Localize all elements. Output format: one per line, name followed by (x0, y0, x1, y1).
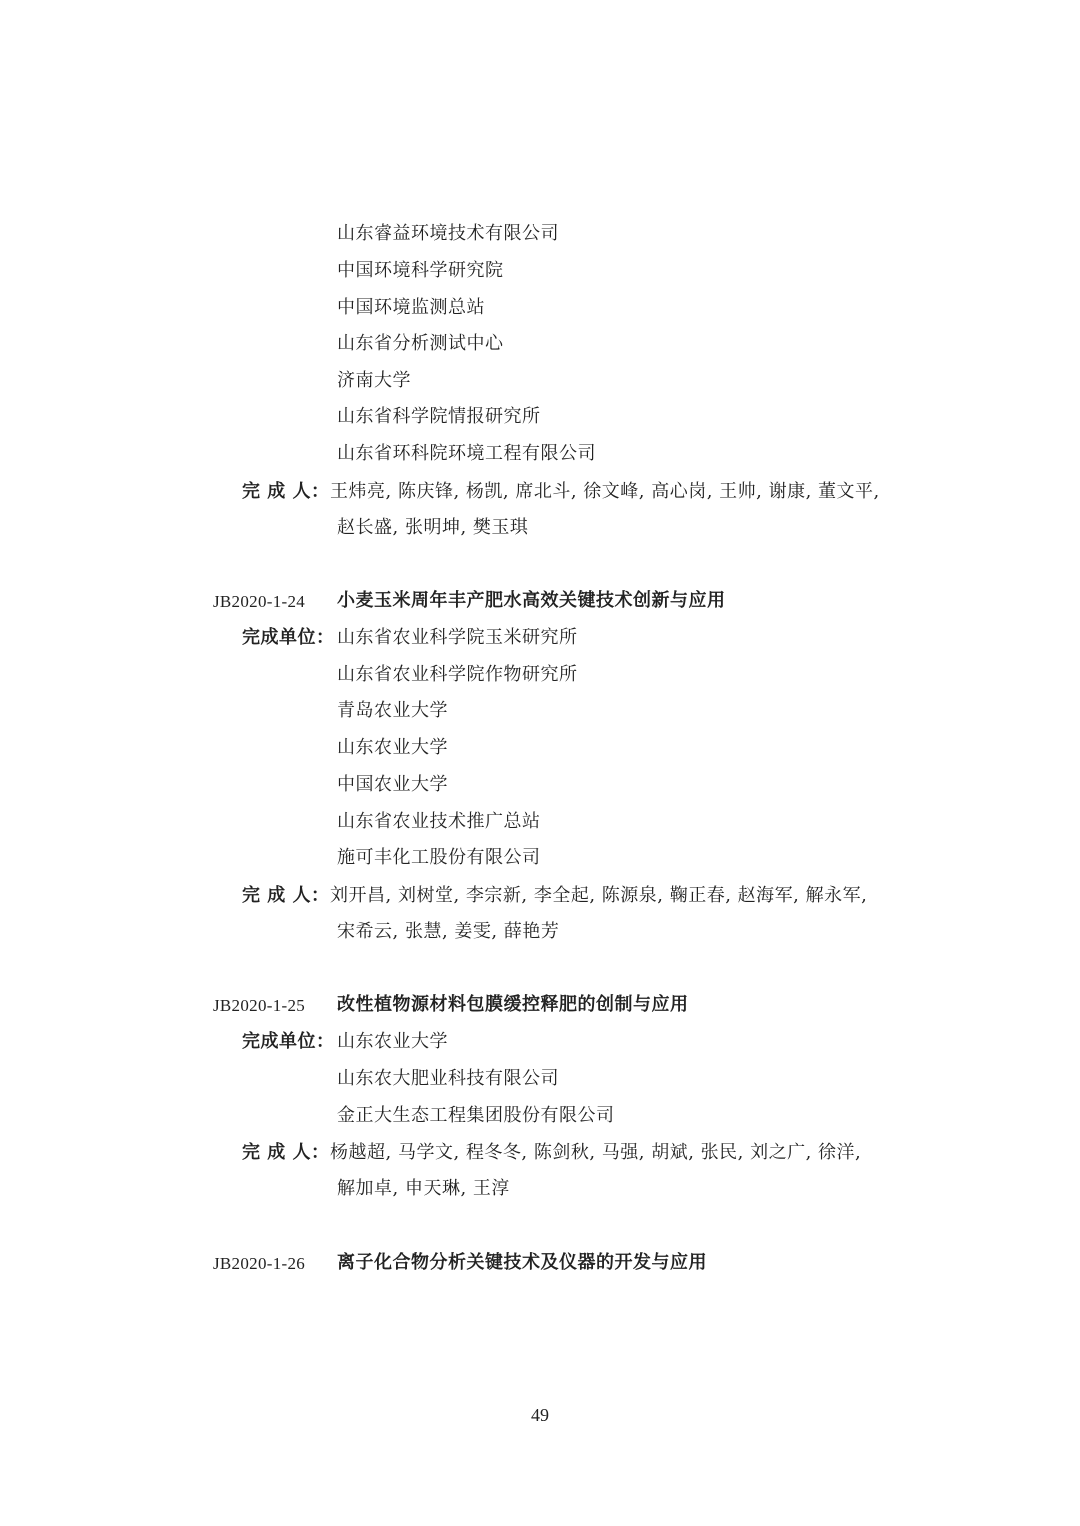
unit-line: 山东睿益环境技术有限公司 (337, 223, 559, 244)
people-label: 完 成 人： (242, 1142, 330, 1163)
unit-line: 金正大生态工程集团股份有限公司 (337, 1105, 615, 1126)
unit-line: 山东省农业技术推广总站 (337, 811, 541, 832)
unit-line: 中国农业大学 (337, 774, 448, 795)
entry-id: JB2020-1-24 (213, 592, 306, 611)
people-list: 王炜亮, 陈庆锋, 杨凯, 席北斗, 徐文峰, 高心岗, 王帅, 谢康, 董文平, (330, 481, 880, 502)
entry-title: 改性植物源材料包膜缓控释肥的创制与应用 (337, 994, 689, 1015)
unit-line: 中国环境监测总站 (337, 297, 485, 318)
page-number: 49 (531, 1405, 549, 1425)
unit-line: 中国环境科学研究院 (337, 260, 504, 281)
units-label: 完成单位： (242, 1031, 335, 1052)
unit-line: 施可丰化工股份有限公司 (337, 847, 541, 868)
unit-line: 山东省科学院情报研究所 (337, 406, 541, 427)
entry-title: 离子化合物分析关键技术及仪器的开发与应用 (337, 1252, 707, 1273)
people-list-continued: 宋希云, 张慧, 姜雯, 薛艳芳 (337, 921, 560, 942)
unit-line: 山东农业大学 (337, 737, 448, 758)
unit-line: 青岛农业大学 (337, 700, 448, 721)
unit-line: 山东省农业科学院作物研究所 (337, 664, 578, 685)
people-label: 完 成 人： (242, 481, 330, 502)
unit-line: 山东省农业科学院玉米研究所 (337, 627, 578, 648)
people-list: 杨越超, 马学文, 程冬冬, 陈剑秋, 马强, 胡斌, 张民, 刘之广, 徐洋, (330, 1142, 862, 1163)
entry-title: 小麦玉米周年丰产肥水高效关键技术创新与应用 (337, 590, 726, 611)
people-list-continued: 赵长盛, 张明坤, 樊玉琪 (337, 517, 529, 538)
units-label: 完成单位： (242, 627, 335, 648)
unit-line: 山东省环科院环境工程有限公司 (337, 443, 596, 464)
entry-id: JB2020-1-26 (213, 1254, 306, 1273)
unit-line: 山东农大肥业科技有限公司 (337, 1068, 559, 1089)
unit-line: 山东农业大学 (337, 1031, 448, 1052)
unit-line: 山东省分析测试中心 (337, 333, 504, 354)
entry-id: JB2020-1-25 (213, 996, 306, 1015)
people-label: 完 成 人： (242, 885, 330, 906)
unit-line: 济南大学 (337, 370, 411, 391)
people-list: 刘开昌, 刘树堂, 李宗新, 李全起, 陈源泉, 鞠正春, 赵海军, 解永军, (330, 885, 868, 906)
people-list-continued: 解加卓, 申天琳, 王淳 (337, 1178, 510, 1199)
